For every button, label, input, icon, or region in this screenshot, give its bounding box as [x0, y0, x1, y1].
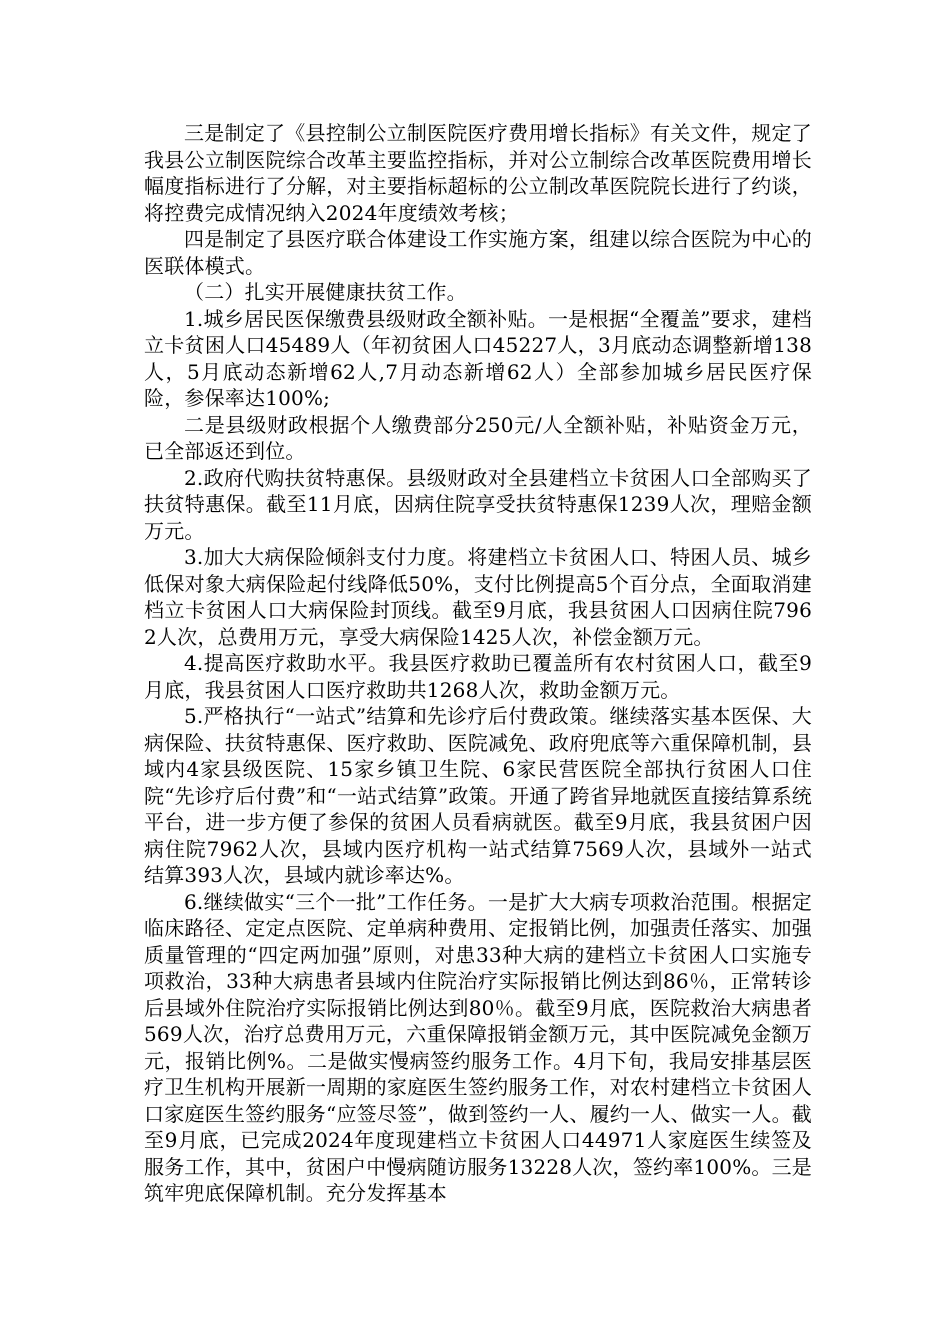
- paragraph-item-1-county-finance: 二是县级财政根据个人缴费部分250元/人全额补贴，补贴资金万元，已全部返还到位。: [144, 412, 812, 463]
- paragraph-item-6-three-batches: 6.继续做实“三个一批”工作任务。一是扩大大病专项救治范围。根据定临床路径、定定点医院、定单病种费用、定报销比例，加强责任落实、加强质量管理的“四定两加强”原则，对患33种大病的建档立卡贫困人口实施专项救治，33种大病患者县域内住院治疗实际报销比例达到86％，正常转诊后县域外住院治疗实际报销比例达到80％。截至9月底，医院救治大病患者569人次，治疗总费用万元，六重保障报销金额万元，其中医院减免金额万元，报销比例%。二是做实慢病签约服务工作。4月下旬，我局安排基层医疗卫生机构开展新一周期的家庭医生签约服务工作，对农村建档立卡贫困人口家庭医生签约服务“应签尽签”，做到签约一人、履约一人、做实一人。截至9月底，已完成2024年度现建档立卡贫困人口44971人家庭医生续签及服务工作，其中，贫困户中慢病随访服务13228人次，签约率100%。三是筑牢兜底保障机制。充分发挥基本: [144, 889, 813, 1205]
- document-body: [144, 120, 812, 1207]
- paragraph-medical-alliance: 四是制定了县医疗联合体建设工作实施方案，组建以综合医院为中心的医联体模式。: [144, 227, 812, 278]
- section-heading-health-poverty: （二）扎实开展健康扶贫工作。: [184, 280, 467, 304]
- paragraph-control-fee-document: 三是制定了《县控制公立制医院医疗费用增长指标》有关文件，规定了我县公立制医院综合改革主要监控指标，并对公立制综合改革医院费用增长幅度指标进行了分解，对主要指标超标的公立制改革医院院长进行了约谈，将控费完成情况纳入2024年度绩效考核；: [144, 121, 812, 225]
- paragraph-item-5-one-stop: 5.严格执行“一站式”结算和先诊疗后付费政策。继续落实基本医保、大病保险、扶贫特惠保、医疗救助、医院减免、政府兜底等六重保障机制，县域内4家县级医院、15家乡镇卫生院、6家民营医院全部执行贫困人口住院“先诊疗后付费”和“一站式结算”政策。开通了跨省异地就医直接结算系统平台，进一步方便了参保的贫困人员看病就医。截至9月底，我县贫困户因病住院7962人次，县域内医疗机构一站式结算7569人次，县域外一站式结算393人次，县域内就诊率达%。: [144, 704, 812, 887]
- paragraph-item-4-medical-aid: 4.提高医疗救助水平。我县医疗救助已覆盖所有农村贫困人口，截至9月底，我县贫困人口医疗救助共1268人次，救助金额万元。: [144, 651, 812, 702]
- paragraph-item-3-critical-illness: 3.加大大病保险倾斜支付力度。将建档立卡贫困人口、特困人员、城乡低保对象大病保险起付线降低50%，支付比例提高5个百分点，全面取消建档立卡贫困人口大病保险封顶线。截至9月底，我县贫困人口因病住院7962人次，总费用万元，享受大病保险1425人次，补偿金额万元。: [144, 545, 812, 649]
- paragraph-item-1-subsidy: 1.城乡居民医保缴费县级财政全额补贴。一是根据“全覆盖”要求，建档立卡贫困人口45489人（年初贫困人口45227人，3月底动态调整新增138人，5月底动态新增62人,7月动态新增62人）全部参加城乡居民医疗保险，参保率达100%;: [144, 306, 812, 410]
- paragraph-item-2-special-insurance: 2.政府代购扶贫特惠保。县级财政对全县建档立卡贫困人口全部购买了扶贫特惠保。截至11月底，因病住院享受扶贫特惠保1239人次，理赔金额万元。: [144, 465, 812, 543]
